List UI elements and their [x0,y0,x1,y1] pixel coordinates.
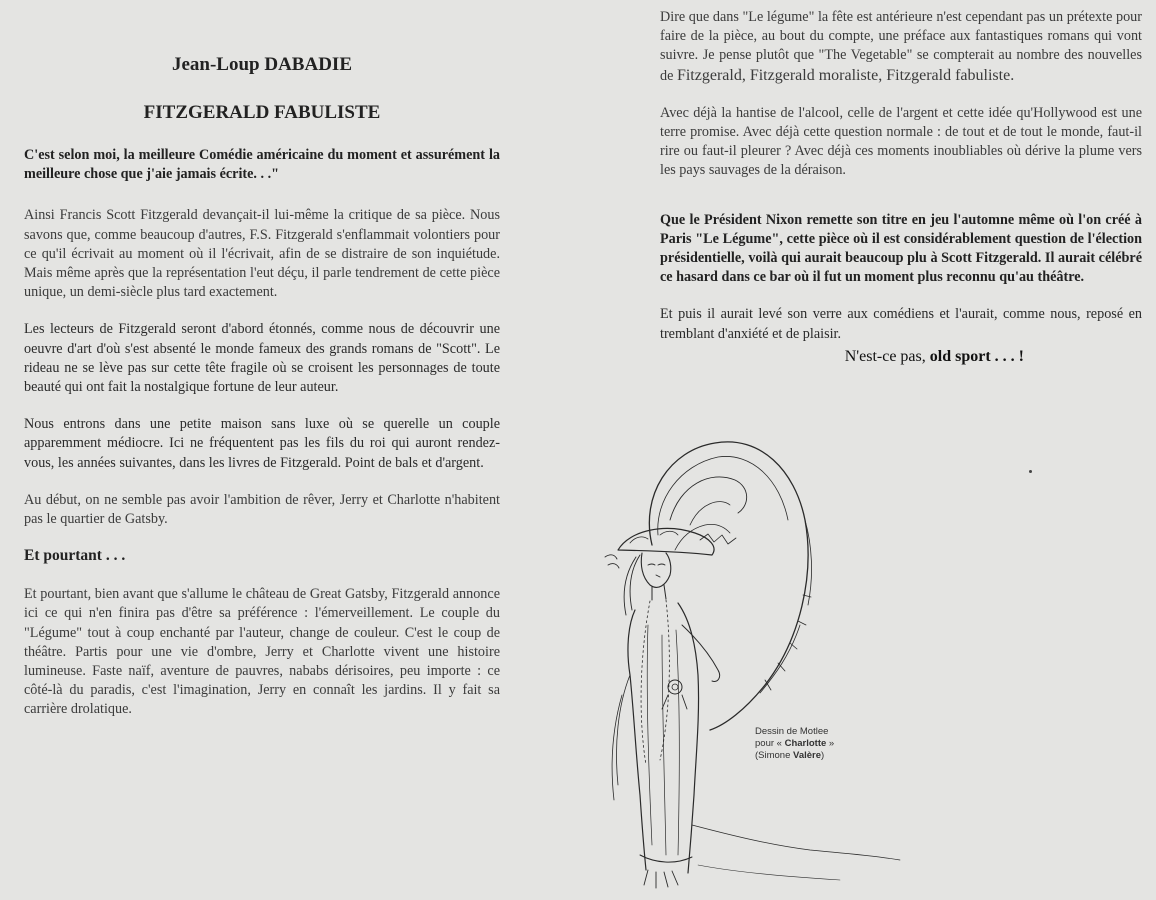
paragraph-8: Que le Président Nixon remette son titre en jeu l'automne même où l'on créé à Paris "Le Légume", cette pièce où il est considérablement question de l'élection présidentielle, voilà qui aurait beaucoup plu à Scott Fitzgerald. Il aurait célébré ce hasard dans ce bar où il fut un moment plus reconnu qu'au théâtre. [660,211,1142,286]
paragraph-5: Et pourtant, bien avant que s'allume le château de Great Gatsby, Fitzgerald annonce ici ce qui n'en finira pas d'être sa préférence : l'émerveillement. Le couple du "Légume" tout à coup enchanté par l'auteur, change de couleur. C'est le coup de théâtre. Partis pour une vie d'ombre, Jerry et Charlotte vivent une histoire lumineuse. Faste naïf, aventure de pauvres, nababs dérisoires, peu importe : ce côté-là du paradis, c'est l'imagination, Jerry en connaît les jardins. Il y fait sa carrière drolatique. [24,586,500,718]
paragraph-6-end: Fitzgerald, Fitzgerald moraliste, Fitzgerald fabuliste. [676,66,1015,84]
paragraph-2: Les lecteurs de Fitzgerald seront d'abord étonnés, comme nous de découvrir une oeuvre d'art d'où s'est absenté le monde fameux des grands romans de "Scott". Le rideau ne se lève pas sur cette tête fragile où se croisent les personnages de toute beauté qui ont fait la nostalgique fortune de leur auteur. [24,321,500,396]
closing-emphasis: old sport . . . ! [929,347,1024,365]
author-name: Jean-Loup DABADIE [171,54,352,75]
caption-line-1: Dessin de Motlee [755,726,829,737]
left-column [24,50,500,738]
paragraph-9: Et puis il aurait levé son verre aux comédiens et l'aurait, comme nous, reposé en tremblant d'anxiété et de plaisir. [660,306,1142,342]
caption-line-3-b: Valère [793,750,822,761]
closing-text: N'est-ce pas, [844,347,930,365]
paragraph-1: Ainsi Francis Scott Fitzgerald devançait-il lui-même la critique de sa pièce. Nous savons que, comme beaucoup d'autres, F.S. Fitzgerald s'enflammait volontiers pour ce qu'il écrivait au moment où il l'écrivait, afin de se distraire de son inquiétude. Mais même après que la représentation l'eut déçu, il parle tendrement de cette pièce unique, un demi-siècle plus tard exactement. [24,207,500,301]
caption-line-3-c: ) [821,750,825,761]
caption-line-2 [755,738,905,750]
paragraph-3: Nous entrons dans une petite maison sans luxe où se querelle un couple apparemment médiocre. Ici ne fréquentent pas les fils du roi qui auront rendez-vous, les années suivantes, dans les livres de Fitzgerald. Point de bals et d'argent. [24,416,500,471]
caption-line-2-a: pour « [755,738,785,749]
stray-dot [1029,470,1032,473]
illustration-caption [755,726,905,762]
sketch-illustration [600,425,940,895]
section-subhead: Et pourtant . . . [24,547,126,565]
lead-quote: C'est selon moi, la meilleure Comédie américaine du moment et assurément la meilleure chose que j'aie jamais écrite. . ." [24,147,500,183]
caption-line-3 [755,750,905,762]
caption-line-3-a: (Simone [755,750,794,761]
closing-line [660,348,1142,366]
paragraph-6-text: Dire que dans "Le légume" la fête est antérieure n'est cependant pas un prétexte pour faire de la pièce, au bout du compte, une préface aux fantastiques romans qui vont suivre. Je pense plutôt que "The Vegetable" se compterait au nombre des nouvelles de [660,9,1142,84]
caption-line-2-c: » [826,738,835,749]
caption-line-2-b: Charlotte [784,738,827,749]
article-title: FITZGERALD FABULISTE [143,102,381,123]
paragraph-4: Au début, on ne semble pas avoir l'ambition de rêver, Jerry et Charlotte n'habitent pas le quartier de Gatsby. [24,491,500,528]
paragraph-7: Avec déjà la hantise de l'alcool, celle de l'argent et cette idée qu'Hollywood est une terre promise. Avec déjà cette question normale : de tout et de tout le monde, faut-il rire ou faut-il pleurer ? Avec déjà ces moments inoubliables où dérive la plume vers les pays sauvages de la déraison. [660,104,1142,179]
paragraph-6 [660,8,1142,86]
right-column [660,8,1142,366]
